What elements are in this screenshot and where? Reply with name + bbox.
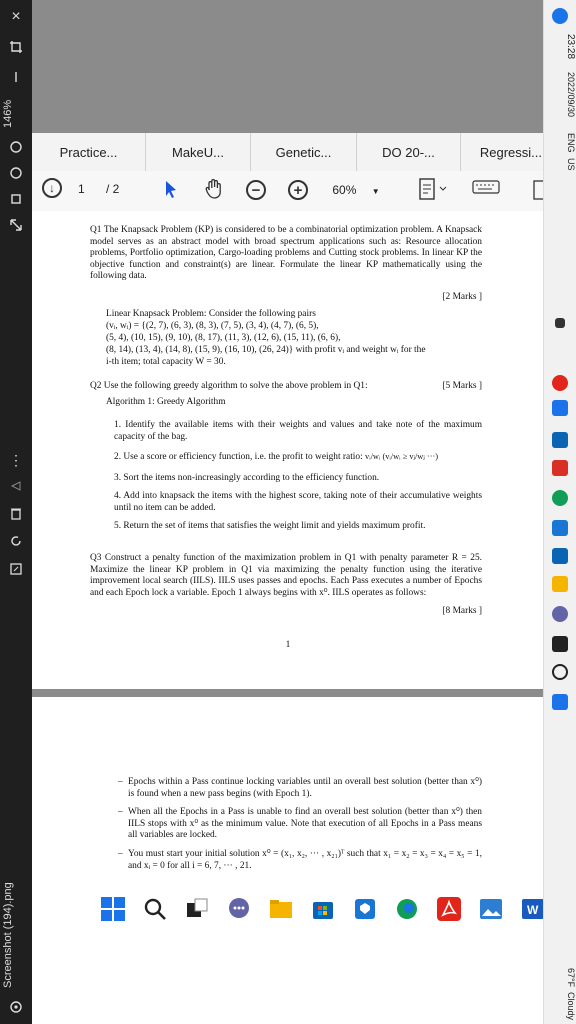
weather-temp[interactable]: 67°F — [566, 968, 576, 988]
algorithm-step-1: 1. Identify the available items with their weights and values and take note of the maximum capacity of the bag. — [114, 420, 482, 442]
bullet-dash: – — [118, 777, 123, 787]
algorithm-step-2 — [114, 451, 482, 464]
zoom-select[interactable] — [330, 179, 382, 201]
question-3-text: Q3 Construct a penalty function of the maximization problem in Q1 with penalty parameter R = 25. Maximize the linear KP problem in Q1 via maximizing the penalty function using the iterative improvement local search (IILS). IILS uses passes and epochs. Each Pass executes a number of Epochs and each Epoch lock a variable. Epoch 1 always begins with x⁰. IILS operates as follows: — [90, 553, 482, 598]
adobe-acrobat-icon[interactable] — [436, 896, 462, 922]
page-current[interactable]: 1 — [78, 182, 85, 196]
lkp-line-4: (8, 14), (13, 4), (14, 8), (15, 9), (16, 10), (26, 24)} with profit vᵢ and weight wᵢ for the — [106, 345, 426, 355]
left-system-strip — [0, 0, 32, 1024]
iils-rule-1: Epochs within a Pass continue locking variables until an overall best solution (better than x⁰) is found when a new pass begins (with Epoch 1). — [128, 777, 482, 799]
screenshot-filename: Screenshot (194).png — [2, 882, 14, 988]
pdf-toolbar — [32, 171, 544, 212]
language-primary[interactable]: ENG — [566, 133, 576, 153]
lkp-line-1: Linear Knapsack Problem: Consider the following pairs — [106, 309, 316, 319]
share-icon[interactable] — [0, 562, 32, 579]
lkp-line-3: (5, 4), (10, 15), (9, 10), (8, 17), (11, 3), (12, 6), (15, 11), (6, 6), — [106, 333, 341, 343]
question-2 — [90, 381, 482, 393]
chevron-down-icon: ▼ — [371, 187, 380, 196]
question-2-marks: [5 Marks ] — [442, 381, 482, 391]
windows-start-icon[interactable] — [552, 694, 568, 710]
svg-text:W: W — [527, 903, 539, 917]
clock-date[interactable]: 2022/09/30 — [566, 72, 576, 118]
question-3-marks: [8 Marks ] — [442, 606, 482, 616]
iils-rule-2: When all the Epochs in a Pass is unable to find an overall best solution (better than x⁰) then IILS stops with x⁰ as the minimum value. Note that execution of all Epochs in a Pass means all variables are locked. — [128, 807, 482, 841]
tab-genetic[interactable] — [251, 133, 357, 171]
zoom-out-button[interactable] — [246, 180, 266, 200]
question-1-text: Q1 The Knapsack Problem (KP) is considered to be a combinatorial optimization problem. A Knapsack model serves as an abstract model with broad spectrum applications such as: Resource allocation problems, Portfolio optimization, Cargo-loading problems and Cutting stock problems. In linear KP the objective function and constraint(s) are linear. Formulate the linear KP mathematically using the following data. — [90, 225, 482, 282]
file-explorer-icon[interactable] — [268, 896, 294, 922]
zoom-level-label: 146% — [2, 99, 14, 129]
language-secondary[interactable]: US — [566, 157, 576, 171]
tab-label: MakeU... — [171, 144, 224, 160]
eraser-icon[interactable] — [0, 192, 32, 209]
tray-app-icon[interactable] — [552, 400, 568, 416]
algorithm-step-5: 5. Return the set of items that satisfies the weight limit and yields maximum profit. — [114, 521, 426, 531]
tray-app-icon[interactable] — [555, 318, 565, 328]
tab-do20[interactable] — [357, 133, 461, 171]
play-icon[interactable] — [0, 480, 32, 495]
windows-taskbar — [96, 896, 556, 932]
minus-icon[interactable] — [0, 70, 32, 87]
question-1 — [90, 225, 482, 283]
tab-makeu[interactable] — [146, 133, 251, 171]
notification-icon[interactable] — [552, 8, 568, 24]
tray-app-icon[interactable] — [552, 432, 568, 448]
question-3 — [90, 553, 482, 599]
settings-icon[interactable] — [0, 1000, 32, 1017]
question-2-text: Q2 Use the following greedy algorithm to solve the above problem in Q1: — [90, 381, 368, 391]
browser-tab-bar — [32, 133, 544, 172]
photos-icon[interactable] — [478, 896, 504, 922]
zoom-value: 60% — [332, 183, 357, 197]
hand-tool-icon[interactable] — [204, 178, 224, 203]
right-system-strip — [543, 0, 576, 1024]
tab-label: Regressi... — [479, 144, 542, 160]
viewer-background — [32, 0, 544, 133]
task-view-icon[interactable] — [184, 896, 210, 922]
select-cursor-icon[interactable] — [164, 180, 178, 201]
keyboard-icon[interactable] — [472, 180, 500, 197]
weather-desc[interactable]: Cloudy — [566, 991, 576, 1020]
arrow-diagonal-icon[interactable] — [0, 218, 32, 235]
tab-label: Genetic... — [275, 144, 332, 160]
windows-start-icon[interactable] — [100, 896, 126, 922]
zoom-in-button[interactable] — [288, 180, 308, 200]
tab-label: DO 20-... — [382, 144, 435, 160]
question-1-marks: [2 Marks ] — [442, 292, 482, 302]
pen-icon[interactable] — [0, 140, 32, 157]
store-icon[interactable] — [552, 548, 568, 564]
close-icon[interactable]: × — [11, 8, 21, 25]
highlighter-icon[interactable] — [0, 166, 32, 183]
clock-time[interactable]: 23:28 — [565, 34, 576, 60]
zoom-in-icon: + — [288, 180, 308, 200]
pdf-page-1 — [32, 211, 544, 689]
tab-regression[interactable] — [461, 133, 544, 171]
rotate-icon[interactable] — [0, 534, 32, 551]
app-shield-icon[interactable] — [352, 896, 378, 922]
tray-app-icon[interactable] — [552, 460, 568, 476]
ratio-expression: vᵢ/wᵢ (vᵢ/wᵢ ≥ vⱼ/wⱼ ···) — [365, 452, 439, 461]
tray-recorder-icon[interactable] — [552, 375, 568, 391]
lkp-line-5: i-th item; total capacity W = 30. — [106, 357, 226, 367]
algorithm-step-2-text: 2. Use a score or efficiency function, i.e. the profit to weight ratio: — [114, 452, 363, 462]
edge-icon[interactable] — [394, 896, 420, 922]
task-view-icon[interactable] — [552, 636, 568, 652]
tab-label: Practice... — [59, 144, 118, 160]
more-icon[interactable]: ⋮ — [9, 452, 23, 468]
page-number: 1 — [285, 640, 291, 650]
edge-icon[interactable] — [552, 490, 568, 506]
delete-icon[interactable] — [0, 506, 32, 523]
page-total: / 2 — [106, 182, 120, 196]
bullet-dash: – — [118, 807, 123, 817]
crop-icon[interactable] — [0, 40, 32, 57]
zoom-out-icon: − — [246, 180, 266, 200]
bullet-dash: – — [118, 849, 123, 859]
search-icon[interactable] — [552, 664, 568, 680]
tab-practice[interactable] — [32, 133, 146, 171]
store-icon[interactable] — [310, 896, 336, 922]
lkp-line-2: (vᵢ, wᵢ) = {(2, 7), (6, 3), (8, 3), (7, 5), (3, 4), (4, 7), (6, 5), — [106, 321, 319, 331]
file-explorer-icon[interactable] — [552, 576, 568, 592]
algorithm-step-4: 4. Add into knapsack the items with the highest score, taking note of their accumulative weights until no item can be added. — [114, 491, 482, 513]
search-icon[interactable] — [142, 896, 168, 922]
iils-rule-3: You must start your initial solution x⁰ = (x₁, x₂, ··· , x₂₁)ᵀ such that x₁ = x₂ = x₃ = x₄ = x₅ = 1, and xᵢ = 0 for all i = 6, 7, ··· , 21. — [128, 849, 482, 871]
fit-page-icon[interactable] — [418, 177, 448, 204]
algorithm-title: Algorithm 1: Greedy Algorithm — [106, 397, 226, 407]
teams-chat-icon[interactable] — [552, 606, 568, 622]
tray-app-icon[interactable] — [552, 520, 568, 536]
algorithm-step-3: 3. Sort the items non-increasingly according to the efficiency function. — [114, 473, 380, 483]
teams-chat-icon[interactable] — [226, 896, 252, 922]
page-gap — [32, 689, 544, 697]
pdf-page-2 — [32, 697, 544, 1024]
page-down-icon[interactable]: ↓ — [42, 178, 62, 198]
